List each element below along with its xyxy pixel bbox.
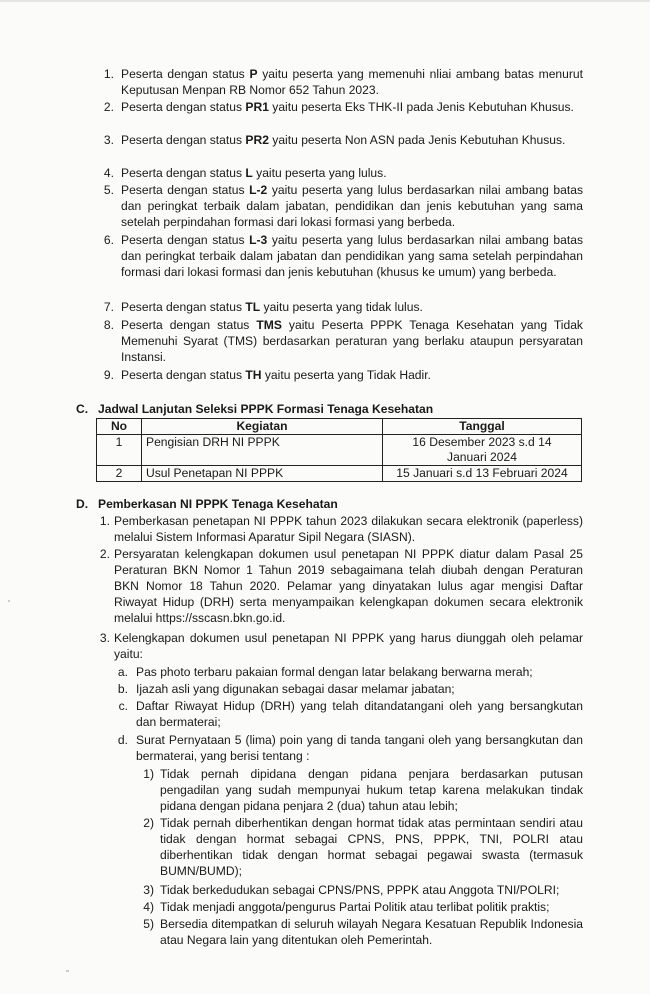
list-number: 1. [103,67,114,81]
sub-list-letter: d. [117,733,128,747]
list-number: 4. [103,166,114,180]
cell-no: 2 [97,466,142,482]
section-c-title: Jadwal Lanjutan Seleksi PPPK Formasi Tenaga Kesehatan [98,402,434,416]
cell-kegiatan: Pengisian DRH NI PPPK [142,435,383,466]
scan-speck [8,600,10,602]
list-number: 5. [103,183,114,197]
point-item: Tidak berkedudukan sebagai CPNS/PNS, PPPK atau Anggota TNI/POLRI; [160,883,560,897]
scan-edge [0,0,650,2]
list-number: 3. [103,133,114,147]
list-item: Peserta dengan status TL yaitu peserta yang tidak lulus. [121,300,423,314]
table-row [97,435,582,466]
sub-list-letter: a. [117,665,128,679]
point-number: 2) [143,816,154,830]
list-number: 9. [103,368,114,382]
section-c-letter: C. [76,402,89,416]
point-item: Tidak menjadi anggota/pengurus Partai Politik atau terlibat politik praktis; [160,900,550,914]
list-item: Peserta dengan status TMS yaitu Peserta PPPK Tenaga Kesehatan yang Tidak Memenuhi Syarat (TMS) berdasarkan peraturan yang berlaku ataupun persyaratan Instansi. [121,318,583,364]
list-item: Peserta dengan status PR2 yaitu peserta Non ASN pada Jenis Kebutuhan Khusus. [121,133,566,147]
cell-kegiatan: Usul Penetapan NI PPPK [142,466,383,482]
list-number: 7. [103,300,114,314]
list-item: Persyaratan kelengkapan dokumen usul penetapan NI PPPK diatur dalam Pasal 25 Peraturan BKN Nomor 1 Tahun 2019 sebagaimana telah diubah dengan Peraturan BKN Nomor 18 Tahun 2020. Pelamar yang dinyatakan lulus agar mengisi Daftar Riwayat Hidup (DRH) serta menyampaikan kelengkapan dokumen secara elektronik melalui https://sscasn.bkn.go.id. [114,547,583,625]
list-item: Peserta dengan status L-2 yaitu peserta yang lulus berdasarkan nilai ambang batas dan peringkat terbaik dalam jabatan, pendidikan dan jenis kebutuhan yang sama setelah perpindahan formasi dari lokasi formasi yang berbeda. [121,183,583,229]
table-header-row [97,419,582,435]
list-item: Peserta dengan status PR1 yaitu peserta Eks THK-II pada Jenis Kebutuhan Khusus. [121,100,574,114]
list-number: 3. [99,631,110,645]
sub-list-item: Ijazah asli yang digunakan sebagai dasar melamar jabatan; [136,682,455,696]
scan-speck [66,970,69,972]
cell-tanggal: 15 Januari s.d 13 Februari 2024 [383,466,582,482]
point-item: Tidak pernah dipidana dengan pidana penjara berdasarkan putusan pengadilan yang sudah mempunyai hukum tetap karena melakukan tindak pidana dengan pidana penjara 2 (dua) tahun atau lebih; [160,767,583,813]
header-kegiatan: Kegiatan [142,419,383,435]
point-item: Tidak pernah diberhentikan dengan hormat tidak atas permintaan sendiri atau tidak dengan hormat sebagai CPNS, PNS, PPPK, TNI, POLRI atau diberhentikan tidak dengan hormat sebagai pegawai swasta (termasuk BUMN/BUMD); [160,816,583,878]
point-number: 4) [143,900,154,914]
sub-list-letter: c. [118,699,128,713]
list-number: 8. [103,318,114,332]
sub-list-item: Surat Pernyataan 5 (lima) poin yang di tanda tangani oleh yang bersangkutan dan bermaterai, yang berisi tentang : [136,733,583,763]
list-number: 6. [103,233,114,247]
header-no: No [97,419,142,435]
list-item: Peserta dengan status TH yaitu peserta yang Tidak Hadir. [121,368,431,382]
point-item: Bersedia ditempatkan di seluruh wilayah Negara Kesatuan Republik Indonesia atau Negara lain yang ditentukan oleh Pemerintah. [160,917,583,947]
point-number: 1) [143,767,154,781]
list-item: Peserta dengan status L-3 yaitu peserta yang lulus berdasarkan nilai ambang batas dan peringkat terbaik dalam jabatan dan pendidikan yang sama setelah perpindahan formasi dari lokasi formasi dan jenis kebutuhan (khusus ke umum) yang berbeda. [121,233,583,279]
list-number: 2. [103,100,114,114]
schedule-table [96,418,582,482]
list-item: Pemberkasan penetapan NI PPPK tahun 2023 dilakukan secara elektronik (paperless) melalui Sistem Informasi Aparatur Sipil Negara (SIASN). [114,514,583,544]
section-d-letter: D. [76,497,89,511]
list-item: Peserta dengan status P yaitu peserta yang memenuhi nliai ambang batas menurut Keputusan Menpan RB Nomor 652 Tahun 2023. [121,67,583,97]
sub-list-item: Daftar Riwayat Hidup (DRH) yang telah ditandatangani oleh yang bersangkutan dan bermaterai; [136,699,583,729]
list-item: Kelengkapan dokumen usul penetapan NI PPPK yang harus diunggah oleh pelamar yaitu: [114,631,583,661]
table-row [97,466,582,482]
point-number: 3) [143,883,154,897]
sub-list-letter: b. [117,682,128,696]
point-number: 5) [143,917,154,931]
sub-list-item: Pas photo terbaru pakaian formal dengan latar belakang berwarna merah; [136,665,533,679]
cell-no: 1 [97,435,142,466]
list-number: 1. [99,514,110,528]
section-d-title: Pemberkasan NI PPPK Tenaga Kesehatan [98,497,338,511]
cell-tanggal: 16 Desember 2023 s.d 14 Januari 2024 [383,435,582,466]
list-item: Peserta dengan status L yaitu peserta yang lulus. [121,166,387,180]
header-tanggal: Tanggal [383,419,582,435]
list-number: 2. [99,547,110,561]
